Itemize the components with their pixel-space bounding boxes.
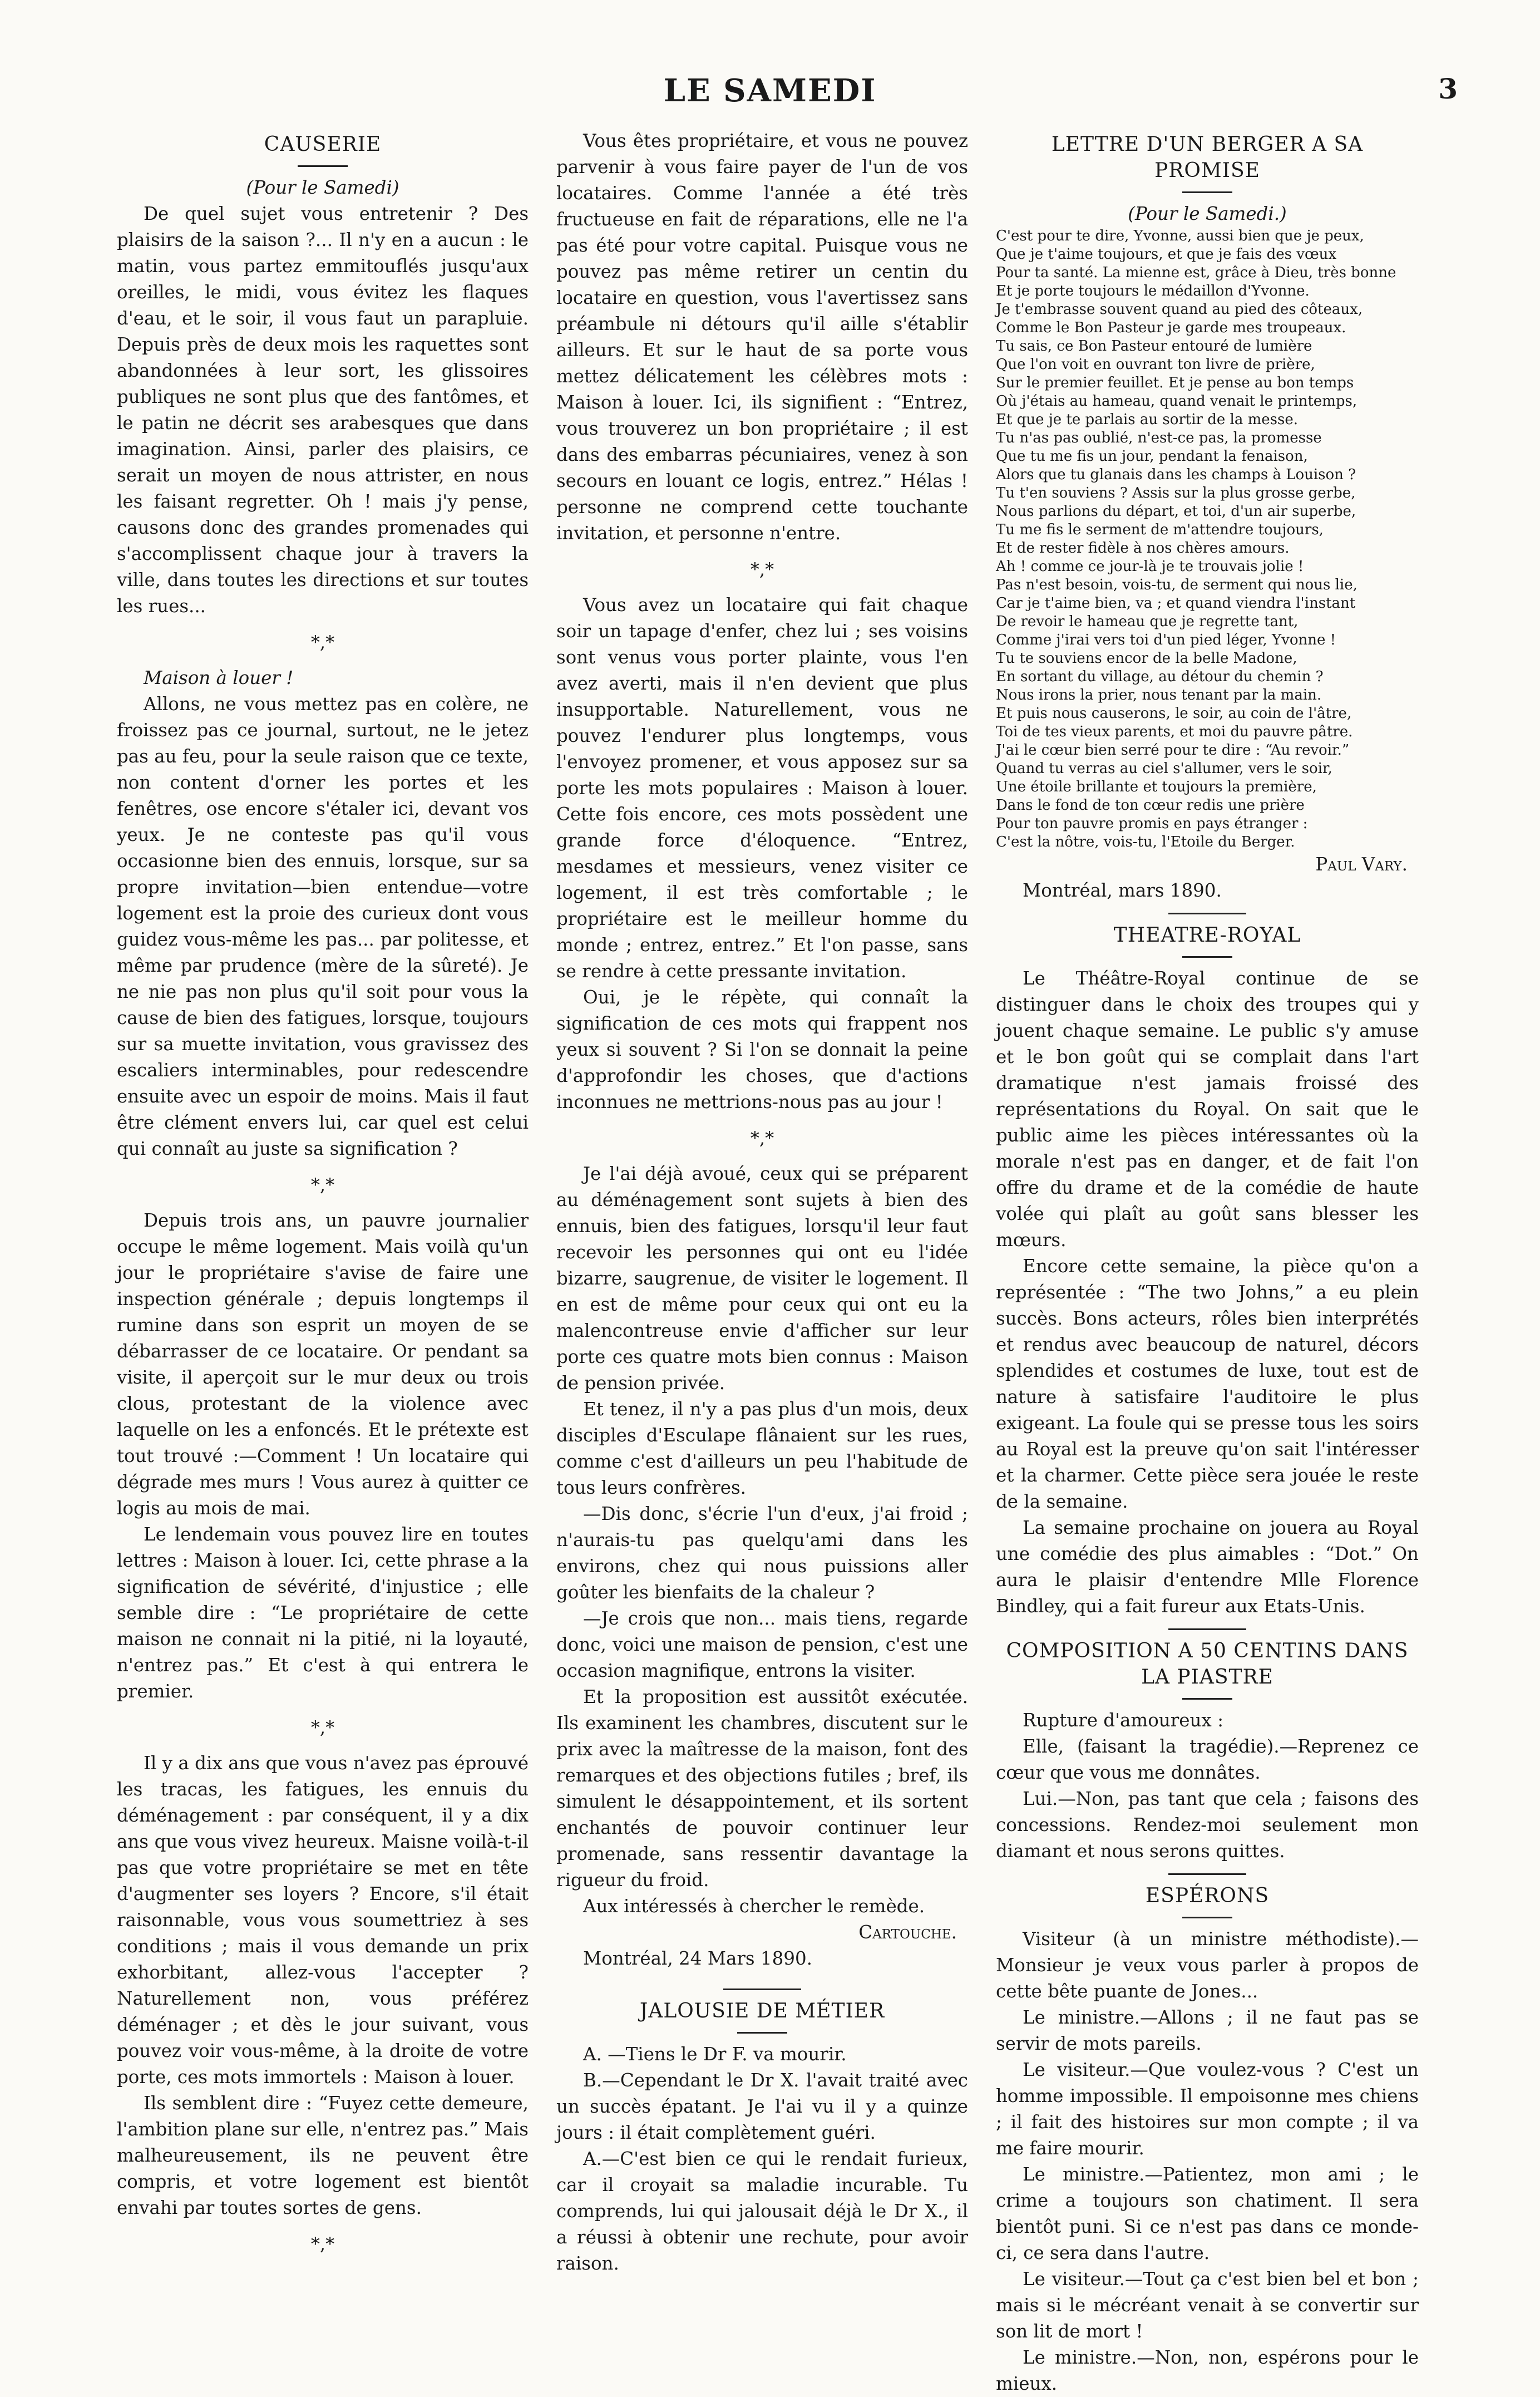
poem-line: C'est pour te dire, Yvonne, aussi bien que je peux,: [996, 228, 1364, 244]
poem-line: C'est la nôtre, vois-tu, l'Etoile du Berger.: [996, 834, 1295, 850]
paragraph: Vous êtes propriétaire, et vous ne pouvez parvenir à vous faire payer de l'un de vos locataires. Comme l'année a été très fructueuse en fait de réparations, elle ne l'a pas été pour votre capital. Puisque vous ne pouvez pas même retirer un centin du locataire en question, vous l'avertissez sans préambule ni détours qu'il aille s'établir ailleurs. Et sur le haut de sa porte vous mettez délicatement les célèbres mots : Maison à louer. Ici, ils signifient : “Entrez, vous trouverez un bon propriétaire ; il est dans des embarras pécuniaires, venez à son secours en louant ce logis, entrez.” Hélas ! personne ne comprend cette touchante invitation, et personne n'entre.: [556, 130, 968, 544]
poem-line: Pour ta santé. La mienne est, grâce à Dieu, très bonne: [996, 264, 1396, 281]
jalousie-heading: JALOUSIE DE MÉTIER: [639, 2000, 885, 2022]
theatre-heading: THEATRE-ROYAL: [1113, 924, 1301, 947]
poem-line: Dans le fond de ton cœur redis une prière: [996, 797, 1305, 814]
dialogue-line: Le ministre.—Non, non, espérons pour le mieux.: [996, 2347, 1419, 2394]
poem-line: J'ai le cœur bien serré pour te dire : “Au revoir.”: [996, 742, 1350, 759]
poem-line: Tu te souviens encor de la belle Madone,: [996, 650, 1297, 667]
poem-line: Car je t'aime bien, va ; et quand viendra l'instant: [996, 595, 1356, 612]
poem-line: Nous parlions du départ, et toi, d'un air superbe,: [996, 503, 1356, 520]
lettre-heading: LETTRE D'UN BERGER A SA PROMISE: [1051, 133, 1364, 182]
poem-line: Tu t'en souviens ? Assis sur la plus grosse gerbe,: [996, 485, 1356, 501]
poem-line: Ah ! comme ce jour-là je te trouvais jolie !: [996, 558, 1304, 575]
poem-signature: Paul Vary.: [1315, 854, 1408, 875]
paragraph: Encore cette semaine, la pièce qu'on a représentée : “The two Johns,” a eu plein succès. Bons acteurs, rôles bien interprétés et rendus avec beaucoup de naturel, décors splendides et costumes de luxe, tout est de nature à satisfaire l'auditoire le plus exigeant. La foule qui se presse tous les soirs au Royal est la preuve qu'on sait l'intéresser et la charmer. Cette pièce sera jouée le reste de la semaine.: [996, 1256, 1419, 1512]
paragraph: Oui, je le répète, qui connaît la signification de ces mots qui frappent nos yeux si souvent ? Si l'on se donnait la peine d'approfondir les choses, que d'actions inconnues ne mettrions-nous pas au jour !: [556, 987, 968, 1113]
dialogue-line: Le visiteur.—Que voulez-vous ? C'est un homme impossible. Il empoisonne mes chiens ; il fait des histoires sur mon compte ; il va me faire mourir.: [996, 2059, 1419, 2159]
poem-line: Tu sais, ce Bon Pasteur entouré de lumière: [996, 338, 1312, 355]
poem-line: Que tu me fis un jour, pendant la fenaison,: [996, 448, 1308, 465]
paragraph: —Je crois que non... mais tiens, regarde donc, voici une maison de pension, c'est une occasion magnifique, entrons la visiter.: [556, 1608, 968, 1681]
page-number: 3: [1438, 72, 1458, 105]
column-left: [117, 128, 529, 2255]
asterism: *,*: [310, 632, 335, 653]
poem-line: Et je porte toujours le médaillon d'Yvonne.: [996, 283, 1310, 299]
poem: [996, 227, 1419, 851]
dialogue-line: Lui.—Non, pas tant que cela ; faisons des concessions. Rendez-moi seulement mon diamant et nous serons quittes.: [996, 1788, 1419, 1862]
section-rule: [1168, 913, 1246, 914]
column-right: [996, 128, 1419, 2394]
paragraph: Je l'ai déjà avoué, ceux qui se préparent au déménagement sont sujets à bien des ennuis, bien des fatigues, lorsqu'il leur faut recevoir les personnes qui ont eu l'idée bizarre, saugrenue, de visiter le logement. Il en est de même pour ceux qui ont eu la malencontreuse envie d'afficher sur leur porte ces quatre mots bien connus : Maison de pension privée.: [556, 1163, 968, 1394]
poem-line: Pas n'est besoin, vois-tu, de serment qui nous lie,: [996, 577, 1358, 593]
section-rule: [1168, 1873, 1246, 1875]
poem-line: Une étoile brillante et toujours la première,: [996, 779, 1317, 795]
newspaper-title: LE SAMEDI: [663, 72, 877, 109]
poem-line: De revoir le hameau que je regrette tant,: [996, 613, 1299, 630]
signature-cartouche: Cartouche.: [858, 1922, 957, 1943]
asterism: *,*: [750, 559, 774, 580]
dialogue-line: A. —Tiens le Dr F. va mourir.: [583, 2044, 847, 2065]
poem-line: Et puis nous causerons, le soir, au coin de l'âtre,: [996, 705, 1352, 722]
poem-line: Où j'étais au hameau, quand venait le printemps,: [996, 393, 1358, 410]
section-rule: [1168, 1628, 1246, 1630]
poem-line: Comme j'irai vers toi d'un pied léger, Yvonne !: [996, 632, 1336, 648]
causerie-heading: CAUSERIE: [264, 133, 382, 156]
composition-heading: COMPOSITION A 50 CENTINS DANS LA PIASTRE: [1006, 1640, 1409, 1689]
paragraph: Et la proposition est aussitôt exécutée. Ils examinent les chambres, discutent sur le prix avec la maîtresse de la maison, font des remarques et des objections futiles ; bref, ils simulent le désappointement, et ils sortent enchantés de pouvoir continuer leur promenade, sans ressentir davantage la rigueur du froid.: [556, 1686, 968, 1891]
heading-rule: [1182, 1698, 1232, 1700]
paragraph: Il y a dix ans que vous n'avez pas éprouvé les tracas, les fatigues, les ennuis du déménagement : par conséquent, il y a dix ans que vous vivez heureux. Maisne voilà-t-il pas que votre propriétaire se met en tête d'augmenter ses loyers ? Encore, s'il était raisonnable, vous vous soumettriez à ses conditions ; mais il vous demande un prix exhorbitant, allez-vous l'accepter ? Naturellement non, vous préférez déménager ; et dès le jour suivant, vous pouvez voir vous-même, à la droite de votre porte, ces mots immortels : Maison à louer.: [117, 1753, 529, 2088]
poem-line: Je t'embrasse souvent quand au pied des côteaux,: [996, 301, 1363, 318]
maison-a-louer: Maison à louer !: [144, 667, 294, 688]
poem-line: Et de rester fidèle à nos chères amours.: [996, 540, 1290, 557]
causerie-subheading: (Pour le Samedi): [246, 177, 399, 198]
asterism: *,*: [310, 2233, 335, 2255]
poem-line: Alors que tu glanais dans les champs à Louison ?: [996, 466, 1356, 483]
paragraph: Aux intéressés à chercher le remède.: [583, 1896, 925, 1917]
heading-rule: [737, 2032, 787, 2034]
dialogue-line: Le ministre.—Allons ; il ne faut pas se servir de mots pareils.: [996, 2007, 1419, 2054]
paragraph: Et tenez, il n'y a pas plus d'un mois, deux disciples d'Esculape flânaient sur les rues, comme c'est d'ailleurs un peu l'habitude de tous leurs confrères.: [556, 1399, 968, 1498]
dialogue-line: Le visiteur.—Tout ça c'est bien bel et bon ; mais si le mécréant venait à se convertir sur son lit de mort !: [996, 2268, 1419, 2342]
paragraph: Le lendemain vous pouvez lire en toutes lettres : Maison à louer. Ici, cette phrase a la signification de sévérité, d'injustice ; elle semble dire : “Le propriétaire de cette maison ne connait ni la pitié, ni la loyauté, n'entrez pas.” Et c'est à qui entrera le premier.: [117, 1524, 529, 1702]
poem-line: En sortant du village, au détour du chemin ?: [996, 668, 1324, 685]
column-middle: [556, 128, 968, 2274]
poem-line: Nous irons la prier, nous tenant par la main.: [996, 687, 1322, 703]
paragraph: Allons, ne vous mettez pas en colère, ne froissez pas ce journal, surtout, ne le jetez pas au feu, pour la seule raison que ce texte, non content d'orner les portes et les fenêtres, ose encore s'étaler ici, devant vos yeux. Je ne conteste pas qu'il vous occasionne bien des ennuis, lorsque, sur sa propre invitation—bien entendue—votre logement est la proie des curieux dont vous guidez vous-même les pas... par politesse, et même par prudence (mère de la sûreté). Je ne nie pas non plus qu'il soit pour vous la cause de bien des fatigues, lorsque, toujours sur sa muette invitation, vous gravissez des escaliers interminables, pour redescendre ensuite avec un espoir de moins. Mais il faut être clément envers lui, car quel est celui qui connaît au juste sa signification ?: [117, 693, 529, 1159]
poem-line: Et que je te parlais au sortir de la messe.: [996, 411, 1299, 428]
dialogue-line: Visiteur (à un ministre méthodiste).—Monsieur je veux vous parler à propos de cette bête puante de Jones...: [996, 1928, 1419, 2002]
poem-line: Que l'on voit en ouvrant ton livre de prière,: [996, 356, 1315, 373]
poem-dateline: Montréal, mars 1890.: [1023, 880, 1222, 901]
poem-line: Tu n'as pas oublié, n'est-ce pas, la promesse: [996, 430, 1322, 446]
poem-line: Tu me fis le serment de m'attendre toujours,: [996, 521, 1324, 538]
paragraph: Ils semblent dire : “Fuyez cette demeure, l'ambition plane sur elle, n'entrez pas.” Mais malheureusement, ils ne peuvent être compris, et votre logement est bientôt envahi par toutes sortes de gens.: [117, 2093, 529, 2218]
heading-rule: [1182, 956, 1232, 958]
dialogue-line: Elle, (faisant la tragédie).—Reprenez ce cœur que vous me donnâtes.: [996, 1736, 1419, 1783]
poem-line: Quand tu verras au ciel s'allumer, vers le soir,: [996, 760, 1332, 777]
poem-line: Comme le Bon Pasteur je garde mes troupeaux.: [996, 319, 1346, 336]
heading-rule: [298, 165, 348, 167]
masthead: [0, 0, 1540, 145]
dateline: Montréal, 24 Mars 1890.: [583, 1948, 812, 1969]
poem-line: Toi de tes vieux parents, et moi du pauvre pâtre.: [996, 723, 1353, 740]
heading-rule: [1182, 191, 1232, 193]
asterism: *,*: [310, 1174, 335, 1195]
section-rule: [723, 1989, 801, 1990]
paragraph: Depuis trois ans, un pauvre journalier occupe le même logement. Mais voilà qu'un jour le propriétaire s'avise de faire une inspection générale ; depuis longtemps il rumine dans son esprit un moyen de se débarrasser de ce locataire. Or pendant sa visite, il aperçoit sur le mur deux ou trois clous, protestant de la violence avec laquelle on les a enfoncés. Et le prétexte est tout trouvé :—Comment ! Un locataire qui dégrade mes murs ! Vous aurez à quitter ce logis au mois de mai.: [117, 1210, 529, 1519]
poem-line: Que je t'aime toujours, et que je fais des vœux: [996, 246, 1337, 263]
heading-rule: [1182, 1917, 1232, 1918]
asterism: *,*: [750, 1128, 774, 1149]
paragraph: La semaine prochaine on jouera au Royal une comédie des plus aimables : “Dot.” On aura le plaisir d'entendre Mlle Florence Bindley, qui a fait fureur aux Etats-Unis.: [996, 1517, 1419, 1617]
paragraph: Vous avez un locataire qui fait chaque soir un tapage d'enfer, chez lui ; ses voisins sont venus vous porter plainte, vous l'en avez averti, mais il n'en devient que plus insupportable. Naturellement, vous ne pouvez l'endurer plus longtemps, vous l'envoyez promener, et vous apposez sur sa porte les mots populaires : Maison à louer. Cette fois encore, ces mots possèdent une grande force d'éloquence. “Entrez, mesdames et messieurs, venez visiter ce logement, il est très comfortable ; le propriétaire est le meilleur homme du monde ; entrez, entrez.” Et l'on passe, sans se rendre à cette pressante invitation.: [556, 594, 968, 982]
esperons-heading: ESPÉRONS: [1145, 1884, 1270, 1907]
poem-line: Pour ton pauvre promis en pays étranger :: [996, 815, 1308, 832]
dialogue-line: A.—C'est bien ce qui le rendait furieux, car il croyait sa maladie incurable. Tu comprends, lui qui jalousait déjà le Dr X., il a réussi à obtenir une rechute, pour avoir raison.: [556, 2148, 968, 2274]
paragraph: De quel sujet vous entretenir ? Des plaisirs de la saison ?... Il n'y en a aucun : le matin, vous partez emmitouflés jusqu'aux oreilles, le midi, vous évitez les flaques d'eau, et le soir, il vous faut un parapluie. Depuis près de deux mois les raquettes sont abandonnées à leur sort, les glissoires publiques ne sont plus que des fantômes, et le patin ne décrit ses arabesques que dans imagination. Ainsi, parler des plaisirs, ce serait un moyen de nous attrister, en nous les faisant regretter. Oh ! mais j'y pense, causons donc des grandes promenades qui s'accomplissent chaque jour à travers la ville, dans toutes les directions et sur toutes les rues...: [117, 203, 529, 617]
paragraph: —Dis donc, s'écrie l'un d'eux, j'ai froid ; n'aurais-tu pas quelqu'ami dans les environs, chez qui nous puissions aller goûter les bienfaits de la chaleur ?: [556, 1503, 968, 1603]
dialogue-line: Le ministre.—Patientez, mon ami ; le crime a toujours son chatiment. Il sera bientôt puni. Si ce n'est pas dans ce monde-ci, ce sera dans l'autre.: [996, 2164, 1419, 2263]
paragraph: Le Théâtre-Royal continue de se distinguer dans le choix des troupes qui y jouent chaque semaine. Le public s'y amuse et le bon goût qui se complait dans l'art dramatique n'est jamais froissé des représentations du Royal. On sait que le public aime les pièces intéressantes où la morale n'est pas en danger, et de fait l'on offre du drame et de la comédie de haute volée qui plaît au goût sans blesser les mœurs.: [996, 968, 1419, 1251]
dialogue-line: B.—Cependant le Dr X. l'avait traité avec un succès épatant. Je l'ai vu il y a quinze jours : il était complètement guéri.: [556, 2070, 968, 2143]
asterism: *,*: [310, 1717, 335, 1738]
dialogue-line: Rupture d'amoureux :: [1023, 1710, 1224, 1731]
poem-line: Sur le premier feuillet. Et je pense au bon temps: [996, 375, 1354, 391]
lettre-subheading: (Pour le Samedi.): [1128, 203, 1287, 224]
